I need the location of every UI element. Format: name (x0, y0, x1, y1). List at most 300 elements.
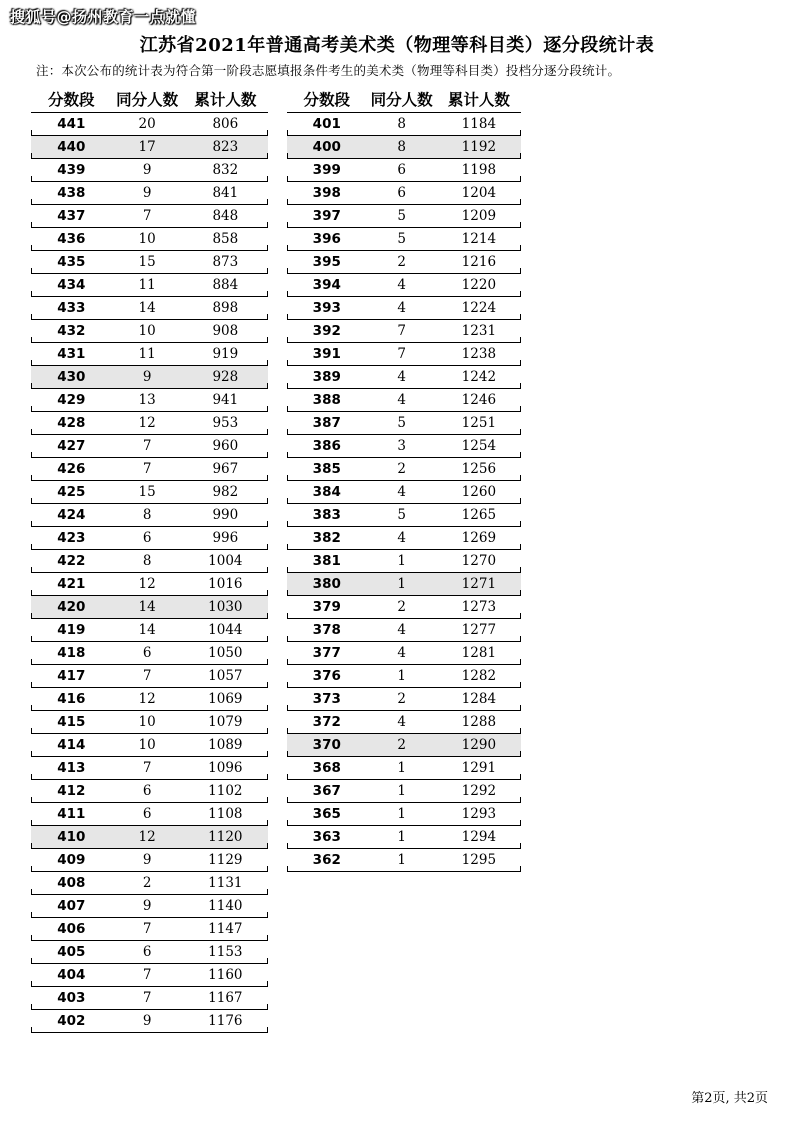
score-cell: 396 (312, 231, 341, 247)
count-cell: 5 (397, 507, 406, 523)
table-row (287, 527, 521, 550)
score-cell: 384 (312, 484, 341, 500)
table-row (287, 113, 521, 136)
table-row (31, 803, 268, 826)
score-cell: 392 (312, 323, 341, 339)
count-cell: 7 (142, 921, 152, 937)
cumulative-cell: 1096 (208, 760, 243, 776)
header-cumulative: 累计人数 (194, 91, 257, 109)
cumulative-cell: 1251 (461, 415, 497, 431)
table-row (31, 366, 268, 389)
count-cell: 2 (397, 461, 406, 477)
count-cell: 4 (397, 277, 406, 293)
table-row (31, 941, 268, 964)
count-cell: 1 (397, 760, 406, 776)
header-score: 分数段 (303, 91, 351, 109)
table-row (31, 274, 268, 297)
score-cell: 372 (312, 714, 341, 730)
count-cell: 4 (397, 369, 406, 385)
count-cell: 7 (142, 438, 152, 454)
score-cell: 405 (57, 944, 86, 960)
cumulative-cell: 832 (212, 162, 239, 178)
score-cell: 435 (57, 254, 86, 270)
table-row (287, 297, 521, 320)
cumulative-cell: 1184 (461, 116, 497, 132)
header-score: 分数段 (48, 91, 95, 109)
table-row (31, 872, 268, 895)
score-cell: 438 (57, 185, 86, 201)
score-cell: 380 (312, 576, 341, 592)
cumulative-cell: 898 (212, 300, 239, 316)
table-row (31, 435, 268, 458)
table-row (287, 320, 521, 343)
count-cell: 6 (142, 645, 152, 661)
count-cell: 8 (397, 139, 406, 155)
count-cell: 9 (142, 162, 152, 178)
score-cell: 379 (312, 599, 341, 615)
score-table-left (31, 86, 268, 1033)
count-cell: 17 (138, 139, 156, 155)
score-cell: 430 (57, 369, 86, 385)
score-cell: 388 (312, 392, 341, 408)
count-cell: 2 (397, 737, 406, 753)
score-cell: 421 (57, 576, 86, 592)
cumulative-cell: 1284 (461, 691, 497, 707)
table-row (287, 757, 521, 780)
table-row (287, 251, 521, 274)
score-cell: 414 (57, 737, 86, 753)
cumulative-cell: 1254 (461, 438, 497, 454)
cumulative-cell: 1256 (461, 461, 497, 477)
table-row (31, 780, 268, 803)
cumulative-cell: 1288 (461, 714, 497, 730)
score-cell: 410 (57, 829, 86, 845)
table-row (31, 527, 268, 550)
score-cell: 362 (312, 852, 341, 868)
count-cell: 10 (138, 714, 156, 730)
cumulative-cell: 1050 (208, 645, 243, 661)
table-row (31, 757, 268, 780)
count-cell: 14 (138, 622, 156, 638)
table-row (31, 826, 268, 849)
cumulative-cell: 953 (212, 415, 239, 431)
header-cumulative: 累计人数 (447, 91, 510, 109)
score-cell: 431 (57, 346, 86, 362)
table-row (287, 573, 521, 596)
cumulative-cell: 928 (212, 369, 239, 385)
watermark-logo: 搜狐号@扬州教育一点就懂 (10, 8, 197, 26)
score-cell: 413 (57, 760, 86, 776)
table-row (287, 159, 521, 182)
count-cell: 6 (142, 806, 152, 822)
count-cell: 1 (397, 576, 406, 592)
cumulative-cell: 1282 (461, 668, 497, 684)
table-row (287, 205, 521, 228)
cumulative-cell: 967 (212, 461, 239, 477)
cumulative-cell: 1198 (461, 162, 497, 178)
table-row (31, 895, 268, 918)
table-row (31, 1010, 268, 1033)
table-row (31, 688, 268, 711)
score-cell: 376 (312, 668, 341, 684)
score-cell: 385 (312, 461, 341, 477)
score-cell: 373 (312, 691, 341, 707)
cumulative-cell: 1265 (461, 507, 497, 523)
table-row (31, 113, 268, 136)
count-cell: 9 (142, 369, 152, 385)
count-cell: 15 (138, 484, 156, 500)
score-cell: 378 (312, 622, 341, 638)
cumulative-cell: 1269 (461, 530, 497, 546)
count-cell: 6 (397, 185, 406, 201)
score-cell: 401 (312, 116, 341, 132)
cumulative-cell: 1192 (461, 139, 497, 155)
count-cell: 8 (142, 553, 152, 569)
score-cell: 400 (312, 139, 341, 155)
table-header (31, 86, 268, 112)
count-cell: 20 (138, 116, 156, 132)
cumulative-cell: 1120 (208, 829, 243, 845)
cumulative-cell: 919 (212, 346, 239, 362)
count-cell: 7 (142, 668, 152, 684)
score-cell: 416 (57, 691, 86, 707)
table-row (31, 412, 268, 435)
table-row (31, 205, 268, 228)
cumulative-cell: 1153 (208, 944, 243, 960)
cumulative-cell: 1069 (208, 691, 243, 707)
count-cell: 14 (138, 599, 156, 615)
count-cell: 4 (397, 300, 406, 316)
score-cell: 426 (57, 461, 86, 477)
table-row (31, 136, 268, 159)
table-row (31, 964, 268, 987)
table-row (31, 918, 268, 941)
count-cell: 4 (397, 484, 406, 500)
score-cell: 407 (57, 898, 86, 914)
count-cell: 9 (142, 185, 152, 201)
table-row (31, 711, 268, 734)
count-cell: 12 (138, 691, 156, 707)
table-row (287, 343, 521, 366)
cumulative-cell: 996 (212, 530, 239, 546)
count-cell: 10 (138, 323, 156, 339)
table-row (287, 435, 521, 458)
cumulative-cell: 1277 (461, 622, 497, 638)
count-cell: 2 (142, 875, 152, 891)
score-cell: 415 (57, 714, 86, 730)
table-row (31, 159, 268, 182)
count-cell: 12 (138, 576, 156, 592)
score-cell: 439 (57, 162, 86, 178)
cumulative-cell: 1292 (461, 783, 497, 799)
cumulative-cell: 1220 (461, 277, 497, 293)
score-cell: 422 (57, 553, 86, 569)
table-row (287, 136, 521, 159)
table-row (287, 458, 521, 481)
table-row (31, 320, 268, 343)
table-row (31, 251, 268, 274)
cumulative-cell: 1260 (461, 484, 497, 500)
cumulative-cell: 1246 (461, 392, 497, 408)
cumulative-cell: 806 (212, 116, 239, 132)
count-cell: 6 (142, 944, 152, 960)
cumulative-cell: 1147 (208, 921, 243, 937)
table-row (31, 297, 268, 320)
score-cell: 420 (57, 599, 86, 615)
table-row (31, 504, 268, 527)
score-cell: 382 (312, 530, 341, 546)
cumulative-cell: 1270 (461, 553, 497, 569)
header-count: 同分人数 (370, 91, 433, 109)
count-cell: 7 (397, 346, 406, 362)
cumulative-cell: 1290 (461, 737, 497, 753)
cumulative-cell: 848 (212, 208, 239, 224)
table-row (287, 826, 521, 849)
cumulative-cell: 1204 (461, 185, 497, 201)
cumulative-cell: 1209 (461, 208, 497, 224)
score-cell: 393 (312, 300, 341, 316)
count-cell: 9 (142, 898, 152, 914)
count-cell: 1 (397, 553, 406, 569)
cumulative-cell: 1057 (208, 668, 243, 684)
count-cell: 1 (397, 806, 406, 822)
score-cell: 423 (57, 530, 86, 546)
score-cell: 395 (312, 254, 341, 270)
score-cell: 365 (312, 806, 341, 822)
count-cell: 2 (397, 691, 406, 707)
score-cell: 437 (57, 208, 86, 224)
count-cell: 10 (138, 231, 156, 247)
table-row (287, 412, 521, 435)
table-row (31, 481, 268, 504)
cumulative-cell: 1016 (208, 576, 243, 592)
cumulative-cell: 1167 (208, 990, 243, 1006)
table-body (287, 112, 521, 872)
count-cell: 7 (142, 208, 152, 224)
score-cell: 377 (312, 645, 341, 661)
cumulative-cell: 1224 (461, 300, 497, 316)
table-row (31, 458, 268, 481)
count-cell: 4 (397, 392, 406, 408)
score-cell: 441 (57, 116, 86, 132)
cumulative-cell: 960 (212, 438, 239, 454)
header-count: 同分人数 (116, 91, 179, 109)
table-row (287, 550, 521, 573)
count-cell: 6 (142, 783, 152, 799)
score-cell: 404 (57, 967, 86, 983)
table-row (287, 366, 521, 389)
count-cell: 8 (142, 507, 152, 523)
count-cell: 12 (138, 415, 156, 431)
table-row (287, 665, 521, 688)
table-row (287, 228, 521, 251)
score-cell: 436 (57, 231, 86, 247)
table-row (31, 228, 268, 251)
count-cell: 1 (397, 668, 406, 684)
score-cell: 389 (312, 369, 341, 385)
score-cell: 429 (57, 392, 86, 408)
table-row (31, 619, 268, 642)
cumulative-cell: 1216 (461, 254, 497, 270)
count-cell: 15 (138, 254, 156, 270)
count-cell: 5 (397, 231, 406, 247)
cumulative-cell: 1291 (461, 760, 497, 776)
cumulative-cell: 1281 (461, 645, 497, 661)
count-cell: 7 (142, 990, 152, 1006)
cumulative-cell: 884 (212, 277, 239, 293)
table-row (287, 504, 521, 527)
count-cell: 14 (138, 300, 156, 316)
score-cell: 428 (57, 415, 86, 431)
cumulative-cell: 1273 (461, 599, 497, 615)
cumulative-cell: 1242 (461, 369, 497, 385)
score-cell: 418 (57, 645, 86, 661)
table-row (31, 596, 268, 619)
score-cell: 402 (57, 1013, 86, 1029)
count-cell: 1 (397, 852, 406, 868)
count-cell: 9 (142, 852, 152, 868)
score-cell: 363 (312, 829, 341, 845)
cumulative-cell: 1044 (208, 622, 243, 638)
score-cell: 408 (57, 875, 86, 891)
table-row (287, 734, 521, 757)
score-cell: 411 (57, 806, 86, 822)
score-cell: 434 (57, 277, 86, 293)
table-row (287, 711, 521, 734)
score-cell: 412 (57, 783, 86, 799)
cumulative-cell: 1176 (208, 1013, 243, 1029)
count-cell: 1 (397, 829, 406, 845)
score-cell: 424 (57, 507, 86, 523)
score-cell: 397 (312, 208, 341, 224)
count-cell: 7 (142, 967, 152, 983)
table-row (287, 619, 521, 642)
score-cell: 440 (57, 139, 86, 155)
cumulative-cell: 873 (212, 254, 239, 270)
cumulative-cell: 1108 (208, 806, 243, 822)
cumulative-cell: 1079 (208, 714, 243, 730)
count-cell: 11 (138, 346, 156, 362)
table-row (287, 688, 521, 711)
count-cell: 4 (397, 714, 406, 730)
score-cell: 409 (57, 852, 86, 868)
table-row (31, 389, 268, 412)
table-row (31, 642, 268, 665)
cumulative-cell: 823 (212, 139, 239, 155)
count-cell: 2 (397, 599, 406, 615)
cumulative-cell: 1231 (461, 323, 497, 339)
count-cell: 12 (138, 829, 156, 845)
table-row (287, 389, 521, 412)
score-cell: 425 (57, 484, 86, 500)
count-cell: 13 (138, 392, 156, 408)
count-cell: 5 (397, 208, 406, 224)
table-row (31, 987, 268, 1010)
cumulative-cell: 908 (212, 323, 239, 339)
cumulative-cell: 1089 (208, 737, 243, 753)
cumulative-cell: 1214 (461, 231, 497, 247)
table-row (31, 550, 268, 573)
table-header (287, 86, 521, 112)
count-cell: 11 (138, 277, 156, 293)
score-cell: 398 (312, 185, 341, 201)
cumulative-cell: 1293 (461, 806, 497, 822)
count-cell: 1 (397, 783, 406, 799)
page-title: 江苏省2021年普通高考美术类（物理等科目类）逐分段统计表 (139, 35, 655, 56)
count-cell: 5 (397, 415, 406, 431)
cumulative-cell: 982 (212, 484, 239, 500)
cumulative-cell: 1102 (208, 783, 243, 799)
page-footer: 第2页, 共2页 (691, 1091, 768, 1106)
count-cell: 4 (397, 530, 406, 546)
score-cell: 394 (312, 277, 341, 293)
score-cell: 399 (312, 162, 341, 178)
table-row (287, 596, 521, 619)
cumulative-cell: 1271 (461, 576, 497, 592)
count-cell: 6 (397, 162, 406, 178)
score-table-right (287, 86, 521, 872)
cumulative-cell: 1295 (461, 852, 497, 868)
table-row (31, 573, 268, 596)
table-row (31, 182, 268, 205)
table-row (287, 780, 521, 803)
cumulative-cell: 1030 (208, 599, 243, 615)
cumulative-cell: 1160 (208, 967, 243, 983)
table-row (31, 343, 268, 366)
score-cell: 381 (312, 553, 341, 569)
score-cell: 383 (312, 507, 341, 523)
score-cell: 406 (57, 921, 86, 937)
table-row (287, 642, 521, 665)
table-row (287, 182, 521, 205)
cumulative-cell: 990 (212, 507, 239, 523)
count-cell: 4 (397, 622, 406, 638)
table-row (287, 803, 521, 826)
score-cell: 387 (312, 415, 341, 431)
table-row (31, 849, 268, 872)
count-cell: 3 (397, 438, 406, 454)
count-cell: 10 (138, 737, 156, 753)
table-body (31, 112, 268, 1033)
score-cell: 370 (312, 737, 341, 753)
count-cell: 2 (397, 254, 406, 270)
count-cell: 8 (397, 116, 406, 132)
cumulative-cell: 841 (212, 185, 239, 201)
score-cell: 427 (57, 438, 86, 454)
score-cell: 403 (57, 990, 86, 1006)
count-cell: 7 (142, 760, 152, 776)
score-cell: 368 (312, 760, 341, 776)
score-cell: 367 (312, 783, 341, 799)
cumulative-cell: 1140 (208, 898, 243, 914)
count-cell: 6 (142, 530, 152, 546)
count-cell: 7 (142, 461, 152, 477)
count-cell: 7 (397, 323, 406, 339)
score-cell: 417 (57, 668, 86, 684)
count-cell: 4 (397, 645, 406, 661)
table-note: 注：本次公布的统计表为符合第一阶段志愿填报条件考生的美术类（物理等科目类）投档分逐分段统计。 (36, 63, 621, 78)
score-cell: 391 (312, 346, 341, 362)
table-row (287, 849, 521, 872)
cumulative-cell: 941 (212, 392, 239, 408)
cumulative-cell: 1131 (208, 875, 243, 891)
score-cell: 419 (57, 622, 86, 638)
cumulative-cell: 1238 (461, 346, 497, 362)
cumulative-cell: 1004 (208, 553, 243, 569)
table-row (31, 665, 268, 688)
count-cell: 9 (142, 1013, 152, 1029)
table-row (287, 274, 521, 297)
